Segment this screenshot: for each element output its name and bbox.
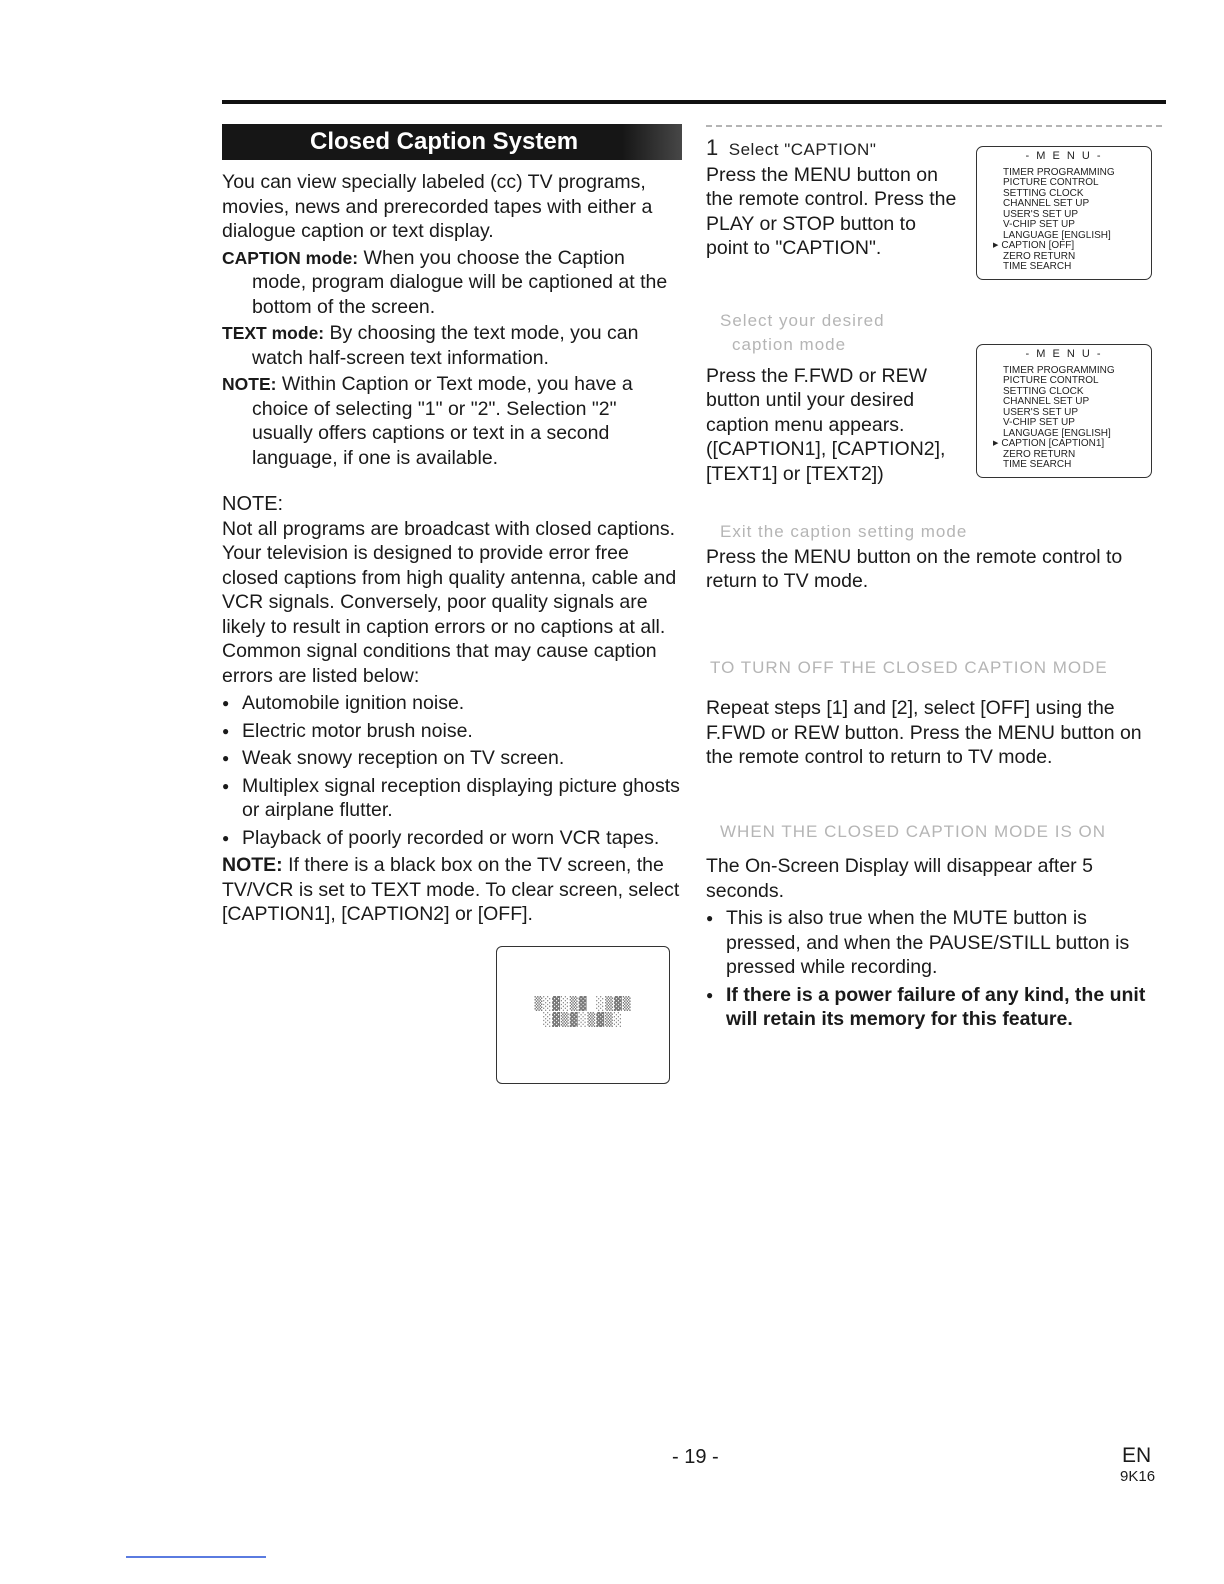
menu-item: PICTURE CONTROL (1003, 177, 1099, 188)
text-mode-label: TEXT mode: (222, 323, 325, 343)
intro-text: You can view specially labeled (cc) TV programs, movies, news and prerecorded tapes with either a dialogue caption or text display. (222, 171, 653, 242)
step-2 (706, 309, 962, 487)
section-banner: Closed Caption System (222, 124, 682, 160)
menu-item: CHANNEL SET UP (1003, 396, 1090, 407)
menu-title: - M E N U - (1025, 150, 1103, 162)
mode-note (222, 372, 682, 470)
step-2-title-line1: Select your desired (720, 310, 885, 330)
menu-item: ZERO RETURN (1003, 250, 1076, 262)
footer-line (126, 1556, 266, 1558)
black-box-note-text: If there is a black box on the TV screen, the TV/VCR is set to TEXT mode. To clear screen, select [CAPTION1], [CAPTION2] or [OFF]. (222, 854, 680, 925)
menu-item-selected: ▶ CAPTION [OFF] (993, 241, 1151, 252)
text-mode-noise-graphic: ▒░▓░▒▓ ░▒▓▒ ░▓▒▓░▒▓▒░ (534, 997, 632, 1028)
language-code: EN (1122, 1444, 1152, 1467)
menu-item: SETTING CLOCK (1003, 385, 1084, 397)
menu-item: LANGUAGE [ENGLISH] (1003, 229, 1111, 241)
caption-mode-text: When you choose the Caption mode, program dialogue will be captioned at the bottom of the screen. (252, 246, 668, 318)
menu-item: TIME SEARCH (1003, 459, 1072, 470)
step-2-body: Press the F.FWD or REW button until your desired caption menu appears. ([CAPTION1], [CAPTION2], [TEXT1] or [TEXT2]) (706, 364, 946, 485)
black-box-note (222, 853, 682, 927)
menu-list (977, 168, 1151, 273)
list-item: ● Automobile ignition noise. (222, 691, 682, 716)
caption-mode-desc (222, 246, 682, 320)
menu-item: V-CHIP SET UP (1003, 219, 1075, 230)
menu-screen-2 (976, 344, 1152, 478)
list-item: ● Playback of poorly recorded or worn VCR tapes. (222, 826, 682, 851)
menu-item: USER'S SET UP (1003, 406, 1079, 418)
menu-item: CHANNEL SET UP (1003, 198, 1090, 209)
step-3-title: Exit the caption setting mode (720, 522, 968, 541)
list-item: ● If there is a power failure of any kind, the unit will retain its memory for this feature. (706, 983, 1162, 1032)
signal-conditions-list (222, 691, 682, 850)
turn-off-body: Repeat steps [1] and [2], select [OFF] using the F.FWD or REW button. Press the MENU button on the remote control to return to TV mode. (706, 697, 1142, 768)
step-3-body: Press the MENU button on the remote control to return to TV mode. (706, 545, 1123, 592)
menu-item: TIMER PROGRAMMING (1003, 166, 1115, 178)
menu-screen-1 (976, 146, 1152, 280)
note-body: Not all programs are broadcast with closed captions. Your television is designed to provide error free closed captions from high quality antenna, cable and VCR signals. Conversely, poor quality signals are likely to result in caption errors or no captions at all. Common signal conditions that may cause caption errors are listed below: (222, 517, 677, 687)
caption-mode-label: CAPTION mode: (222, 247, 359, 268)
when-on-body: The On-Screen Display will disappear after 5 seconds. (706, 855, 1093, 902)
menu-item: TIMER PROGRAMMING (1003, 364, 1115, 376)
list-item: ● Electric motor brush noise. (222, 719, 682, 744)
menu-item: USER'S SET UP (1003, 208, 1079, 220)
faint-rule (706, 125, 1162, 127)
black-box-note-label: NOTE: (222, 854, 283, 876)
note-heading: NOTE: (222, 493, 284, 515)
mode-note-text: Within Caption or Text mode, you have a choice of selecting "1" or "2". Selection "2" usually offers captions or text in a second language, if one is available. (252, 373, 633, 469)
page-number: - 19 - (672, 1446, 719, 1468)
list-item: ● Weak snowy reception on TV screen. (222, 746, 682, 771)
text-mode-desc (222, 321, 682, 370)
step-2-title-line2: caption mode (732, 335, 847, 354)
step-1 (706, 136, 962, 261)
mode-note-label: NOTE: (222, 374, 277, 394)
menu-title: - M E N U - (1025, 348, 1103, 360)
top-rule (222, 100, 1166, 104)
menu-item: ZERO RETURN (1003, 448, 1076, 460)
tv-screen-illustration (496, 946, 670, 1084)
step-1-heading (706, 136, 962, 163)
menu-item: SETTING CLOCK (1003, 187, 1084, 199)
menu-item: PICTURE CONTROL (1003, 375, 1099, 386)
document-code: 9K16 (1120, 1468, 1156, 1485)
turn-off-title: TO TURN OFF THE CLOSED CAPTION MODE (710, 657, 1108, 677)
when-on-list (706, 906, 1162, 1032)
when-on-title: WHEN THE CLOSED CAPTION MODE IS ON (720, 821, 1107, 841)
step-1-number: 1 (706, 135, 719, 160)
menu-list (977, 366, 1151, 471)
step-1-title: Select "CAPTION" (728, 140, 877, 159)
menu-item: LANGUAGE [ENGLISH] (1003, 427, 1111, 439)
text-mode-text: By choosing the text mode, you can watch half-screen text information. (252, 322, 639, 369)
menu-item: V-CHIP SET UP (1003, 417, 1075, 428)
list-item: ● Multiplex signal reception displaying picture ghosts or airplane flutter. (222, 774, 682, 823)
list-item: ● This is also true when the MUTE button is pressed, and when the PAUSE/STILL button is pressed while recording. (706, 906, 1162, 980)
menu-item-selected: ▶ CAPTION [CAPTION1] (993, 439, 1151, 450)
step-1-body: Press the MENU button on the remote control. Press the PLAY or STOP button to point to "CAPTION". (706, 163, 957, 259)
left-column (222, 124, 682, 927)
menu-item: TIME SEARCH (1003, 261, 1072, 272)
